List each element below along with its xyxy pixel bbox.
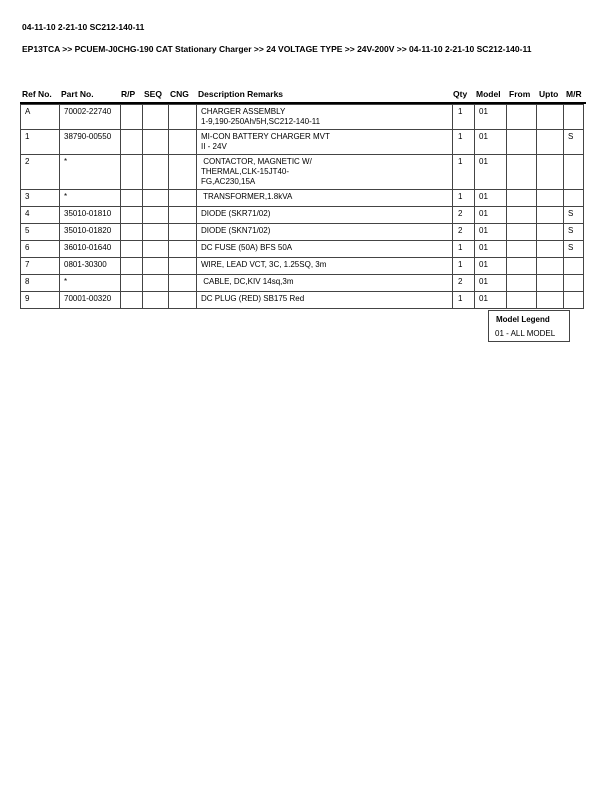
col-header-ref: Ref No.: [22, 89, 52, 99]
cell-upto: [537, 258, 564, 275]
cell-model: 01: [475, 275, 507, 292]
parts-table: [20, 104, 584, 309]
model-legend-item: 01 - ALL MODEL: [495, 329, 556, 338]
cell-upto: [537, 207, 564, 224]
cell-cng: [169, 190, 197, 207]
cell-mr: [564, 190, 584, 207]
cell-desc: [197, 275, 453, 292]
table-row: [21, 130, 584, 155]
col-header-seq: SEQ: [144, 89, 162, 99]
description-line: WIRE, LEAD VCT, 3C, 1.25SQ, 3m: [201, 260, 327, 269]
description-line: 1-9,190-250Ah/5H,SC212-140-11: [201, 117, 321, 126]
col-header-cng: CNG: [170, 89, 189, 99]
cell-mr: [564, 258, 584, 275]
cell-ref: 5: [21, 224, 60, 241]
cell-upto: [537, 130, 564, 155]
cell-seq: [143, 190, 169, 207]
cell-mr: S: [564, 241, 584, 258]
cell-upto: [537, 292, 564, 309]
cell-from: [507, 224, 537, 241]
cell-part: 38790-00550: [60, 130, 121, 155]
description-line: CHARGER ASSEMBLY: [201, 107, 286, 116]
cell-rp: [121, 155, 143, 190]
cell-qty: 1: [453, 292, 475, 309]
cell-ref: 8: [21, 275, 60, 292]
cell-from: [507, 190, 537, 207]
cell-ref: 2: [21, 155, 60, 190]
cell-from: [507, 258, 537, 275]
cell-mr: [564, 155, 584, 190]
cell-model: 01: [475, 105, 507, 130]
col-header-from: From: [509, 89, 531, 99]
cell-qty: 2: [453, 275, 475, 292]
cell-part: 70002-22740: [60, 105, 121, 130]
table-row: [21, 241, 584, 258]
cell-cng: [169, 105, 197, 130]
cell-rp: [121, 105, 143, 130]
cell-model: 01: [475, 224, 507, 241]
cell-upto: [537, 190, 564, 207]
table-row: [21, 258, 584, 275]
description-line: DC PLUG (RED) SB175 Red: [201, 294, 305, 303]
cell-ref: 7: [21, 258, 60, 275]
cell-from: [507, 155, 537, 190]
cell-model: 01: [475, 241, 507, 258]
cell-mr: [564, 105, 584, 130]
cell-qty: 2: [453, 224, 475, 241]
description-line: DIODE (SKR71/02): [201, 209, 271, 218]
cell-seq: [143, 292, 169, 309]
cell-desc: [197, 130, 453, 155]
cell-rp: [121, 190, 143, 207]
cell-part: 35010-01810: [60, 207, 121, 224]
description-line: FG,AC230,15A: [201, 177, 256, 186]
cell-qty: 1: [453, 130, 475, 155]
cell-upto: [537, 224, 564, 241]
cell-rp: [121, 241, 143, 258]
table-row: [21, 105, 584, 130]
col-header-model: Model: [476, 89, 501, 99]
cell-part: *: [60, 275, 121, 292]
cell-upto: [537, 105, 564, 130]
cell-mr: [564, 292, 584, 309]
cell-from: [507, 275, 537, 292]
cell-ref: 3: [21, 190, 60, 207]
cell-upto: [537, 275, 564, 292]
cell-upto: [537, 241, 564, 258]
cell-part: 70001-00320: [60, 292, 121, 309]
cell-qty: 1: [453, 155, 475, 190]
col-header-rp: R/P: [121, 89, 136, 99]
cell-model: 01: [475, 292, 507, 309]
cell-rp: [121, 275, 143, 292]
cell-cng: [169, 130, 197, 155]
cell-ref: 1: [21, 130, 60, 155]
cell-from: [507, 105, 537, 130]
cell-mr: S: [564, 130, 584, 155]
cell-desc: [197, 292, 453, 309]
cell-desc: [197, 105, 453, 130]
cell-seq: [143, 275, 169, 292]
cell-cng: [169, 258, 197, 275]
cell-mr: [564, 275, 584, 292]
cell-qty: 2: [453, 207, 475, 224]
cell-ref: 9: [21, 292, 60, 309]
cell-qty: 1: [453, 241, 475, 258]
cell-rp: [121, 258, 143, 275]
cell-seq: [143, 207, 169, 224]
cell-cng: [169, 155, 197, 190]
cell-model: 01: [475, 258, 507, 275]
cell-desc: [197, 224, 453, 241]
cell-seq: [143, 241, 169, 258]
cell-cng: [169, 275, 197, 292]
cell-qty: 1: [453, 190, 475, 207]
cell-rp: [121, 130, 143, 155]
breadcrumb: EP13TCA >> PCUEM-J0CHG-190 CAT Stationary Charger >> 24 VOLTAGE TYPE >> 24V-200V >> 04-11-10 2-21-10 SC212-140-11: [22, 44, 532, 54]
table-row: [21, 292, 584, 309]
cell-from: [507, 292, 537, 309]
col-header-qty: Qty: [453, 89, 468, 99]
cell-model: 01: [475, 130, 507, 155]
cell-seq: [143, 155, 169, 190]
table-row: [21, 155, 584, 190]
cell-desc: [197, 155, 453, 190]
description-line: MI-CON BATTERY CHARGER MVT: [201, 132, 330, 141]
cell-desc: [197, 190, 453, 207]
cell-cng: [169, 224, 197, 241]
cell-part: 0801-30300: [60, 258, 121, 275]
cell-mr: S: [564, 207, 584, 224]
description-line: CONTACTOR, MAGNETIC W/: [201, 157, 312, 166]
cell-cng: [169, 241, 197, 258]
cell-mr: S: [564, 224, 584, 241]
description-line: II - 24V: [201, 142, 227, 151]
cell-rp: [121, 292, 143, 309]
description-line: DC FUSE (50A) BFS 50A: [201, 243, 293, 252]
table-row: [21, 224, 584, 241]
cell-model: 01: [475, 190, 507, 207]
cell-part: 36010-01640: [60, 241, 121, 258]
model-legend: [488, 310, 570, 342]
cell-model: 01: [475, 207, 507, 224]
cell-from: [507, 130, 537, 155]
description-line: CABLE, DC,KIV 14sq,3m: [201, 277, 294, 286]
cell-seq: [143, 130, 169, 155]
cell-part: 35010-01820: [60, 224, 121, 241]
cell-seq: [143, 224, 169, 241]
cell-ref: A: [21, 105, 60, 130]
cell-model: 01: [475, 155, 507, 190]
cell-cng: [169, 207, 197, 224]
col-header-upto: Upto: [539, 89, 559, 99]
cell-qty: 1: [453, 258, 475, 275]
description-line: THERMAL,CLK-15JT40-: [201, 167, 290, 176]
cell-desc: [197, 258, 453, 275]
table-row: [21, 275, 584, 292]
cell-from: [507, 241, 537, 258]
description-line: TRANSFORMER,1.8kVA: [201, 192, 293, 201]
cell-ref: 4: [21, 207, 60, 224]
col-header-part: Part No.: [61, 89, 94, 99]
table-row: [21, 207, 584, 224]
cell-ref: 6: [21, 241, 60, 258]
cell-desc: [197, 207, 453, 224]
cell-qty: 1: [453, 105, 475, 130]
document-title: 04-11-10 2-21-10 SC212-140-11: [22, 22, 145, 32]
cell-from: [507, 207, 537, 224]
table-row: [21, 190, 584, 207]
col-header-mr: M/R: [566, 89, 582, 99]
col-header-desc: Description Remarks: [198, 89, 284, 99]
cell-rp: [121, 224, 143, 241]
cell-cng: [169, 292, 197, 309]
model-legend-title: Model Legend: [496, 315, 550, 324]
cell-seq: [143, 258, 169, 275]
cell-part: *: [60, 155, 121, 190]
description-line: DIODE (SKN71/02): [201, 226, 271, 235]
cell-seq: [143, 105, 169, 130]
cell-part: *: [60, 190, 121, 207]
cell-upto: [537, 155, 564, 190]
cell-rp: [121, 207, 143, 224]
cell-desc: [197, 241, 453, 258]
